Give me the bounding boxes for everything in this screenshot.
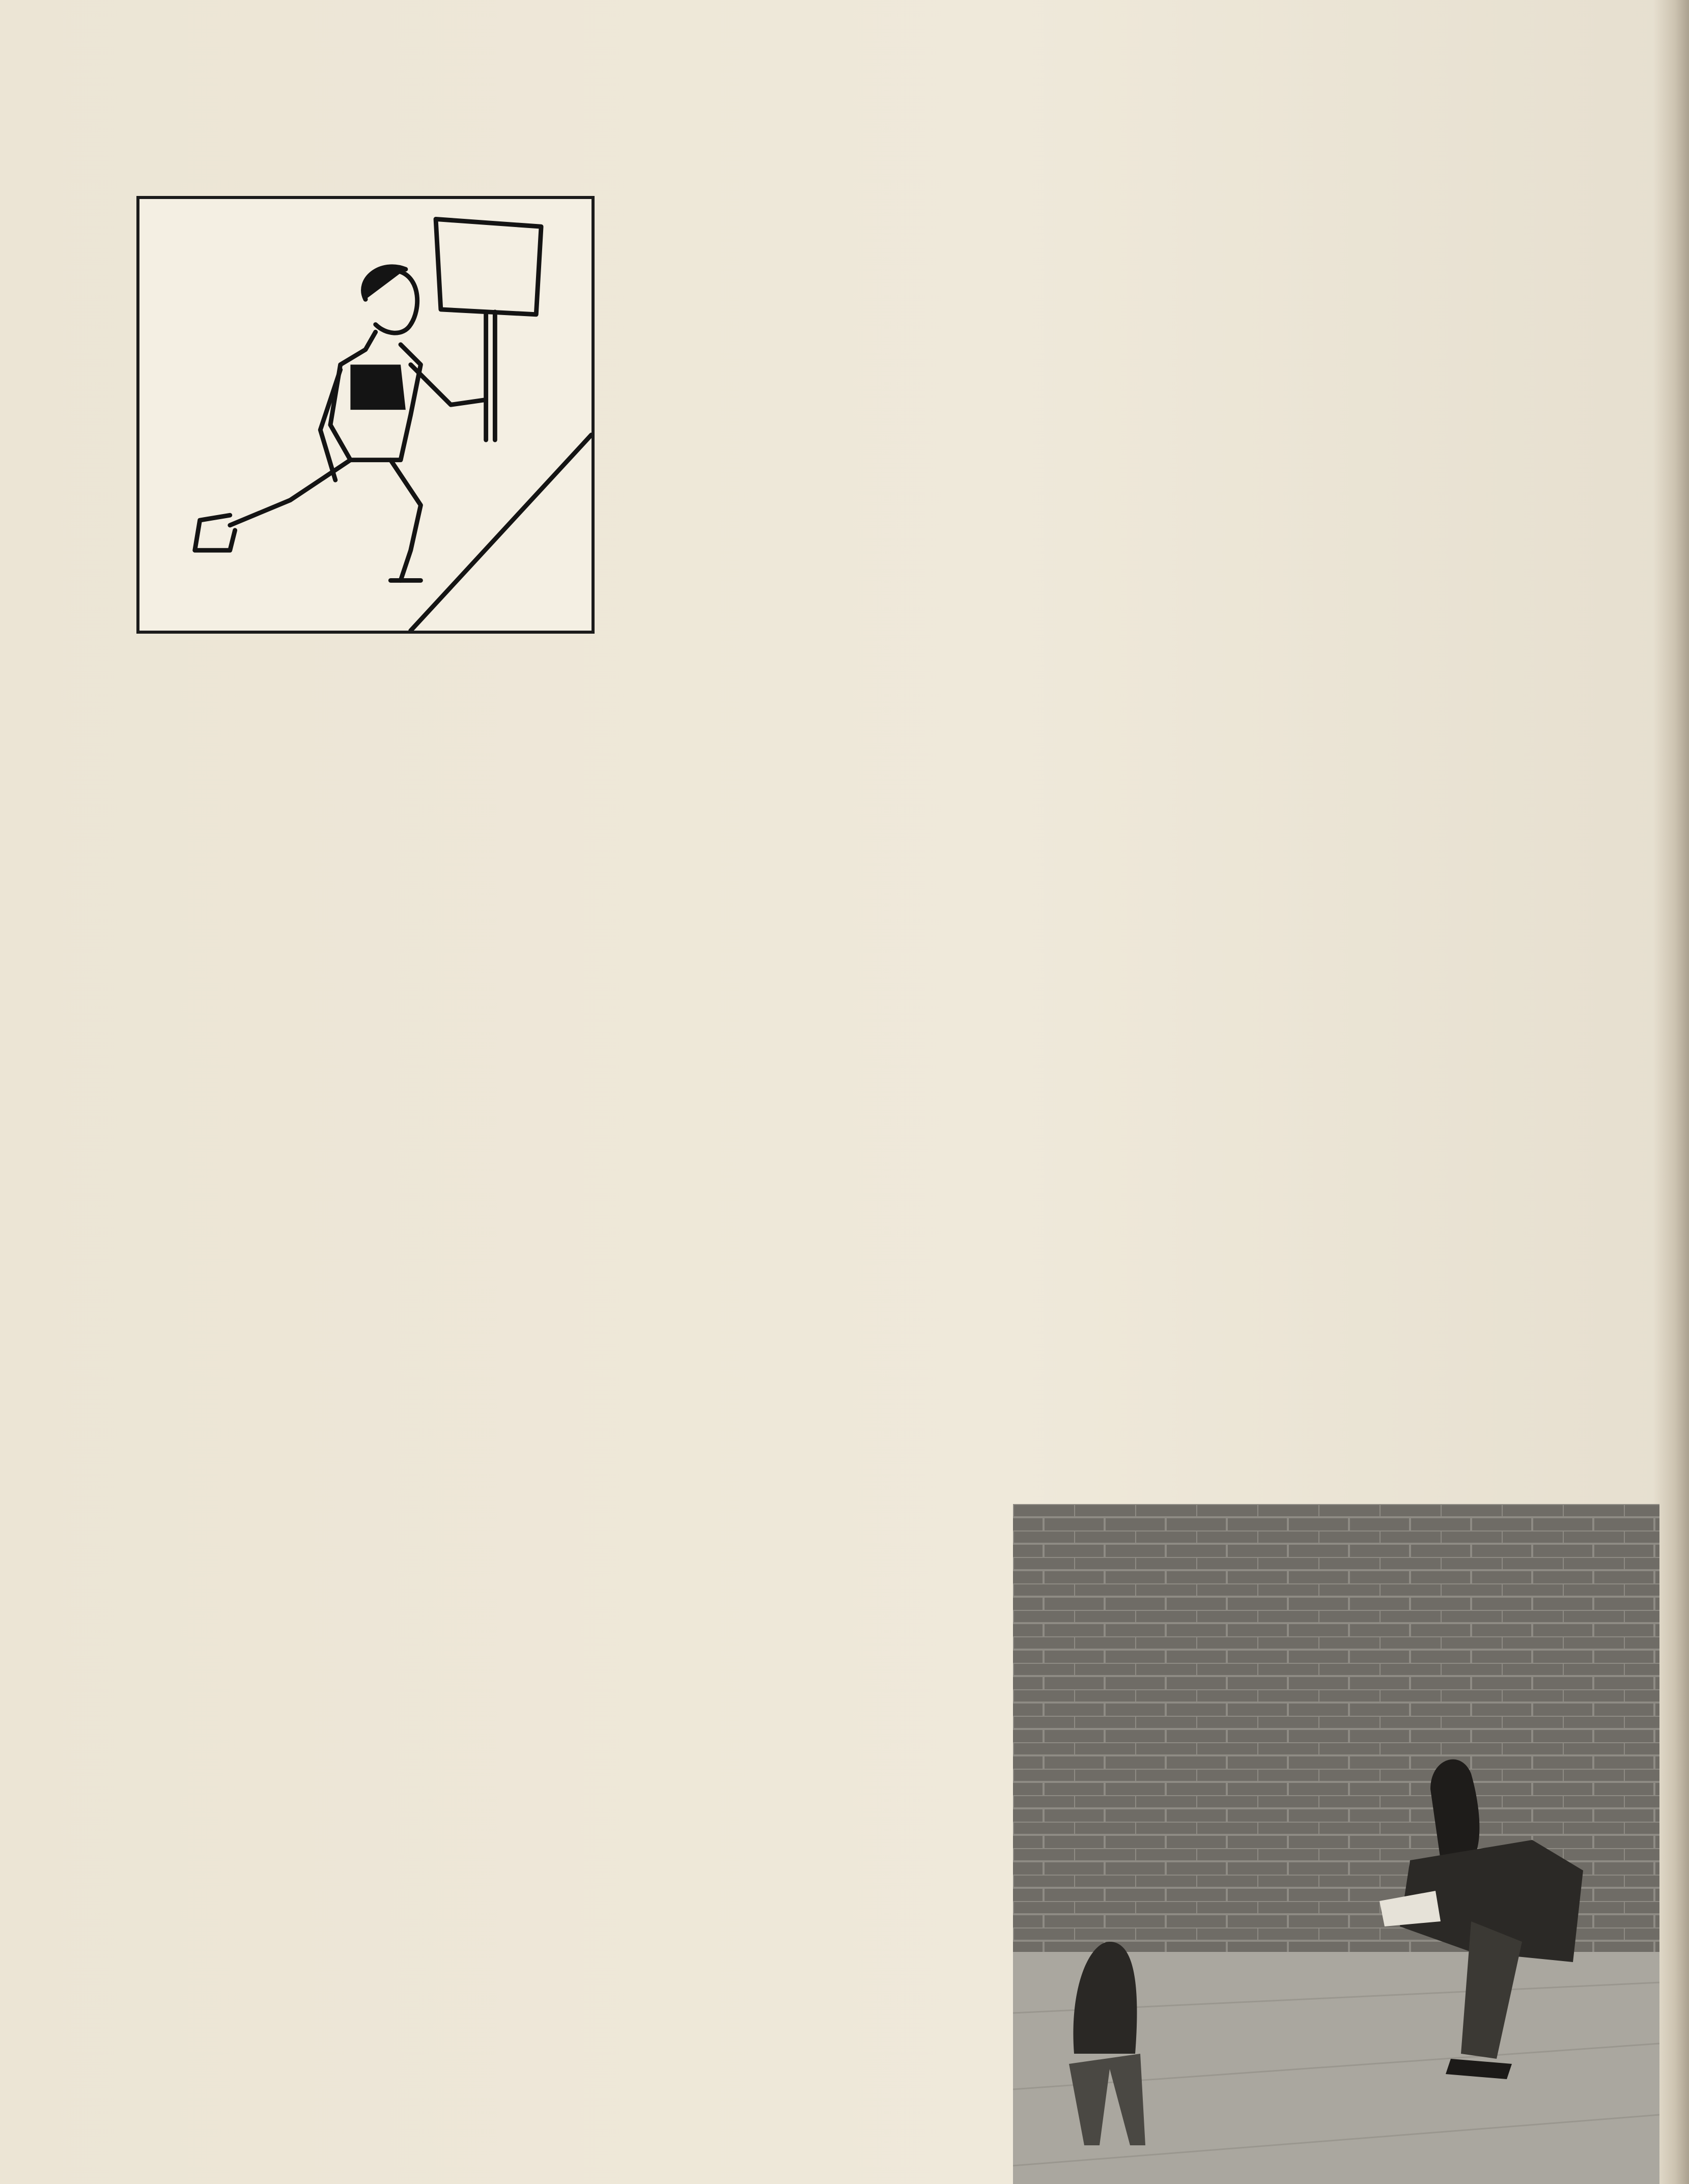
runner-illustration [139, 199, 592, 631]
eighth-grade-drawing [136, 196, 595, 634]
students-reading-photo [1013, 1504, 1659, 2184]
reading-scene-image [1013, 1504, 1659, 2184]
